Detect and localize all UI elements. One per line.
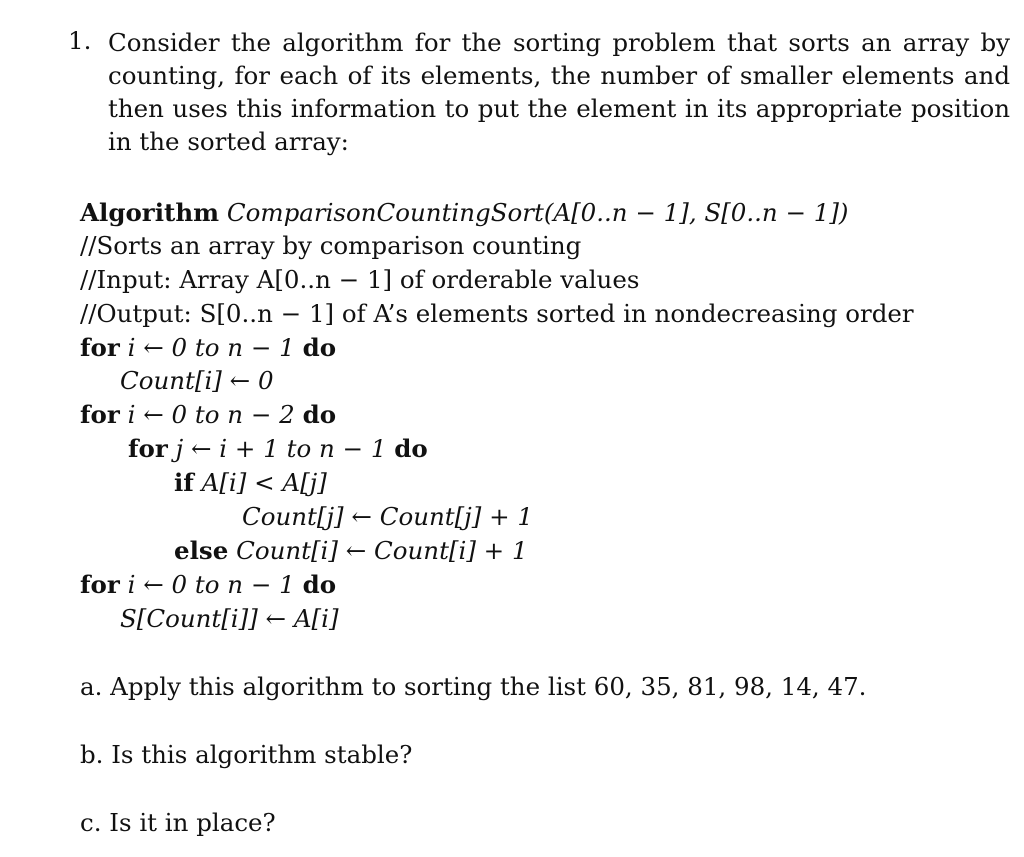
loop1-body-stmt: Count[i] ← 0 xyxy=(120,366,274,395)
then-statement xyxy=(242,502,533,532)
comment-sorts: //Sorts an array by comparison counting xyxy=(80,231,582,260)
else-statement xyxy=(174,536,528,566)
algorithm-header xyxy=(80,198,849,228)
problem-intro-text: Consider the algorithm for the sorting problem that sorts an array by counting, for each of its elements, the number of smaller elements and then uses this information to put the element in its appropriate position in the sorted array: xyxy=(108,28,1010,156)
loop1-range: i ← 0 to n − 1 xyxy=(127,333,295,362)
if-keyword: if xyxy=(174,468,194,497)
question-b: b. Is this algorithm stable? xyxy=(80,740,413,769)
problem-number: 1. xyxy=(68,26,92,55)
loop4-body-stmt: S[Count[i]] ← A[i] xyxy=(120,604,339,633)
if-statement xyxy=(174,468,327,498)
algorithm-signature: ComparisonCountingSort(A[0..n − 1], S[0..n − 1]) xyxy=(226,198,849,227)
loop4-range: i ← 0 to n − 1 xyxy=(127,570,295,599)
loop4-body xyxy=(120,604,339,634)
loop1-header xyxy=(80,333,336,363)
comment-output: //Output: S[0..n − 1] of A’s elements sorted in nondecreasing order xyxy=(80,299,914,328)
loop2-header xyxy=(80,400,336,430)
loop3-header xyxy=(128,434,428,464)
loop1-body xyxy=(120,366,274,396)
if-condition: A[i] < A[j] xyxy=(201,468,327,497)
else-keyword: else xyxy=(174,536,229,565)
loop2-range: i ← 0 to n − 2 xyxy=(127,400,295,429)
loop3-range: j ← i + 1 to n − 1 xyxy=(175,434,387,463)
loop4-do-keyword: do xyxy=(302,570,337,599)
loop1-for-keyword: for xyxy=(80,333,120,362)
loop4-for-keyword: for xyxy=(80,570,120,599)
loop3-do-keyword: do xyxy=(394,434,428,463)
loop2-do-keyword: do xyxy=(302,400,337,429)
loop4-header xyxy=(80,570,336,600)
algorithm-keyword: Algorithm xyxy=(80,198,220,227)
loop3-for-keyword: for xyxy=(128,434,168,463)
comment-input: //Input: Array A[0..n − 1] of orderable values xyxy=(80,265,640,294)
else-stmt: Count[i] ← Count[i] + 1 xyxy=(236,536,528,565)
loop2-for-keyword: for xyxy=(80,400,120,429)
question-c: c. Is it in place? xyxy=(80,808,276,837)
question-a: a. Apply this algorithm to sorting the list 60, 35, 81, 98, 14, 47. xyxy=(80,672,867,701)
then-stmt: Count[j] ← Count[j] + 1 xyxy=(242,502,534,531)
problem-intro xyxy=(108,26,1010,158)
loop1-do-keyword: do xyxy=(302,333,337,362)
